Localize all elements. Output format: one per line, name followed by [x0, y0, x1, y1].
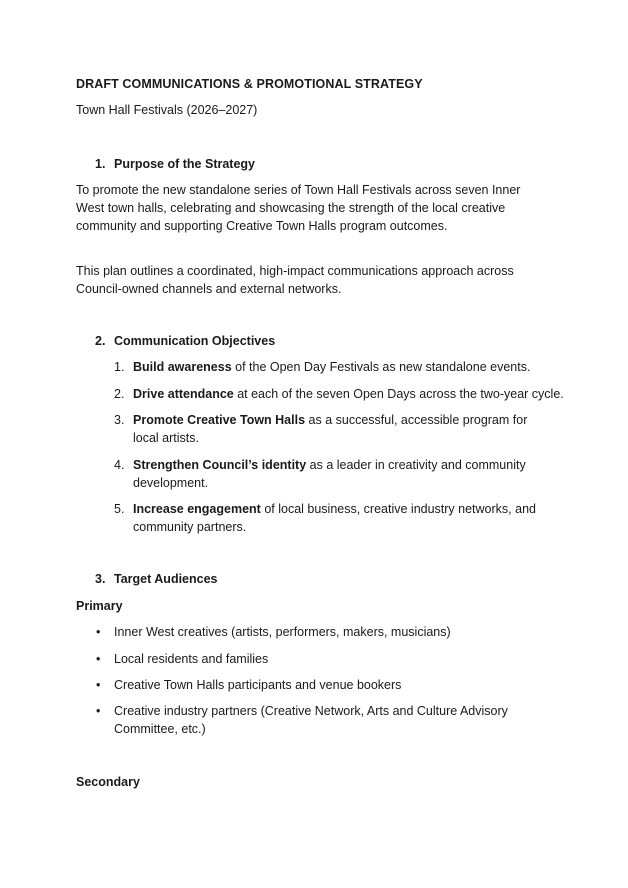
objective-text: [133, 358, 553, 376]
bullet-icon: •: [96, 704, 101, 718]
section-number: 3.: [95, 572, 106, 586]
objective-description: as a leader in creativity and community development.: [133, 458, 526, 490]
section-title: Target Audiences: [114, 572, 218, 586]
purpose-paragraph-1: To promote the new standalone series of Town Hall Festivals across seven Inner West town halls, celebrating and showcasing the strength of the local creative community and supporting Creative Town Halls program outcomes.: [76, 183, 521, 233]
list-item-text: Creative Town Halls participants and venue bookers: [114, 678, 402, 692]
list-item-text: Inner West creatives (artists, performers, makers, musicians): [114, 625, 451, 639]
list-item-text: Local residents and families: [114, 652, 269, 666]
section-heading-audiences: [76, 570, 556, 588]
objective-key-phrase: Drive attendance: [133, 387, 234, 401]
primary-audience-heading: Primary: [76, 599, 123, 613]
section-number: 1.: [95, 157, 106, 171]
list-item-text: Creative industry partners (Creative Network, Arts and Culture Advisory Committee, etc.): [114, 704, 508, 736]
purpose-paragraph-2: This plan outlines a coordinated, high-impact communications approach across Council-owned channels and external networks.: [76, 264, 514, 296]
objective-number: 5.: [114, 502, 125, 516]
document-title: DRAFT COMMUNICATIONS & PROMOTIONAL STRATEGY: [76, 77, 423, 91]
section-heading-objectives: [76, 332, 556, 350]
objective-text: [133, 385, 573, 403]
objective-number: 4.: [114, 458, 125, 472]
objective-number: 2.: [114, 387, 125, 401]
section-number: 2.: [95, 334, 106, 348]
section-heading-purpose: [76, 155, 556, 173]
objective-description: of the Open Day Festivals as new standalone events.: [231, 360, 531, 374]
section-title: Communication Objectives: [114, 334, 276, 348]
bullet-icon: •: [96, 652, 101, 666]
objective-number: 1.: [114, 360, 125, 374]
objective-key-phrase: Strengthen Council’s identity: [133, 458, 307, 472]
objective-description: of local business, creative industry networks, and community partners.: [133, 502, 536, 534]
objective-number: 3.: [114, 413, 125, 427]
objective-key-phrase: Build awareness: [133, 360, 232, 374]
section-title: Purpose of the Strategy: [114, 157, 255, 171]
objective-text: [133, 411, 553, 447]
secondary-audience-heading: Secondary: [76, 775, 140, 789]
document-subtitle: Town Hall Festivals (2026–2027): [76, 103, 258, 117]
objective-key-phrase: Increase engagement: [133, 502, 261, 516]
objective-text: [133, 456, 553, 492]
bullet-icon: •: [96, 678, 101, 692]
objective-text: [133, 500, 553, 536]
bullet-icon: •: [96, 625, 101, 639]
objective-key-phrase: Promote Creative Town Halls: [133, 413, 306, 427]
objective-description: as a successful, accessible program for local artists.: [133, 413, 528, 445]
objective-description: at each of the seven Open Days across the two-year cycle.: [233, 387, 564, 401]
